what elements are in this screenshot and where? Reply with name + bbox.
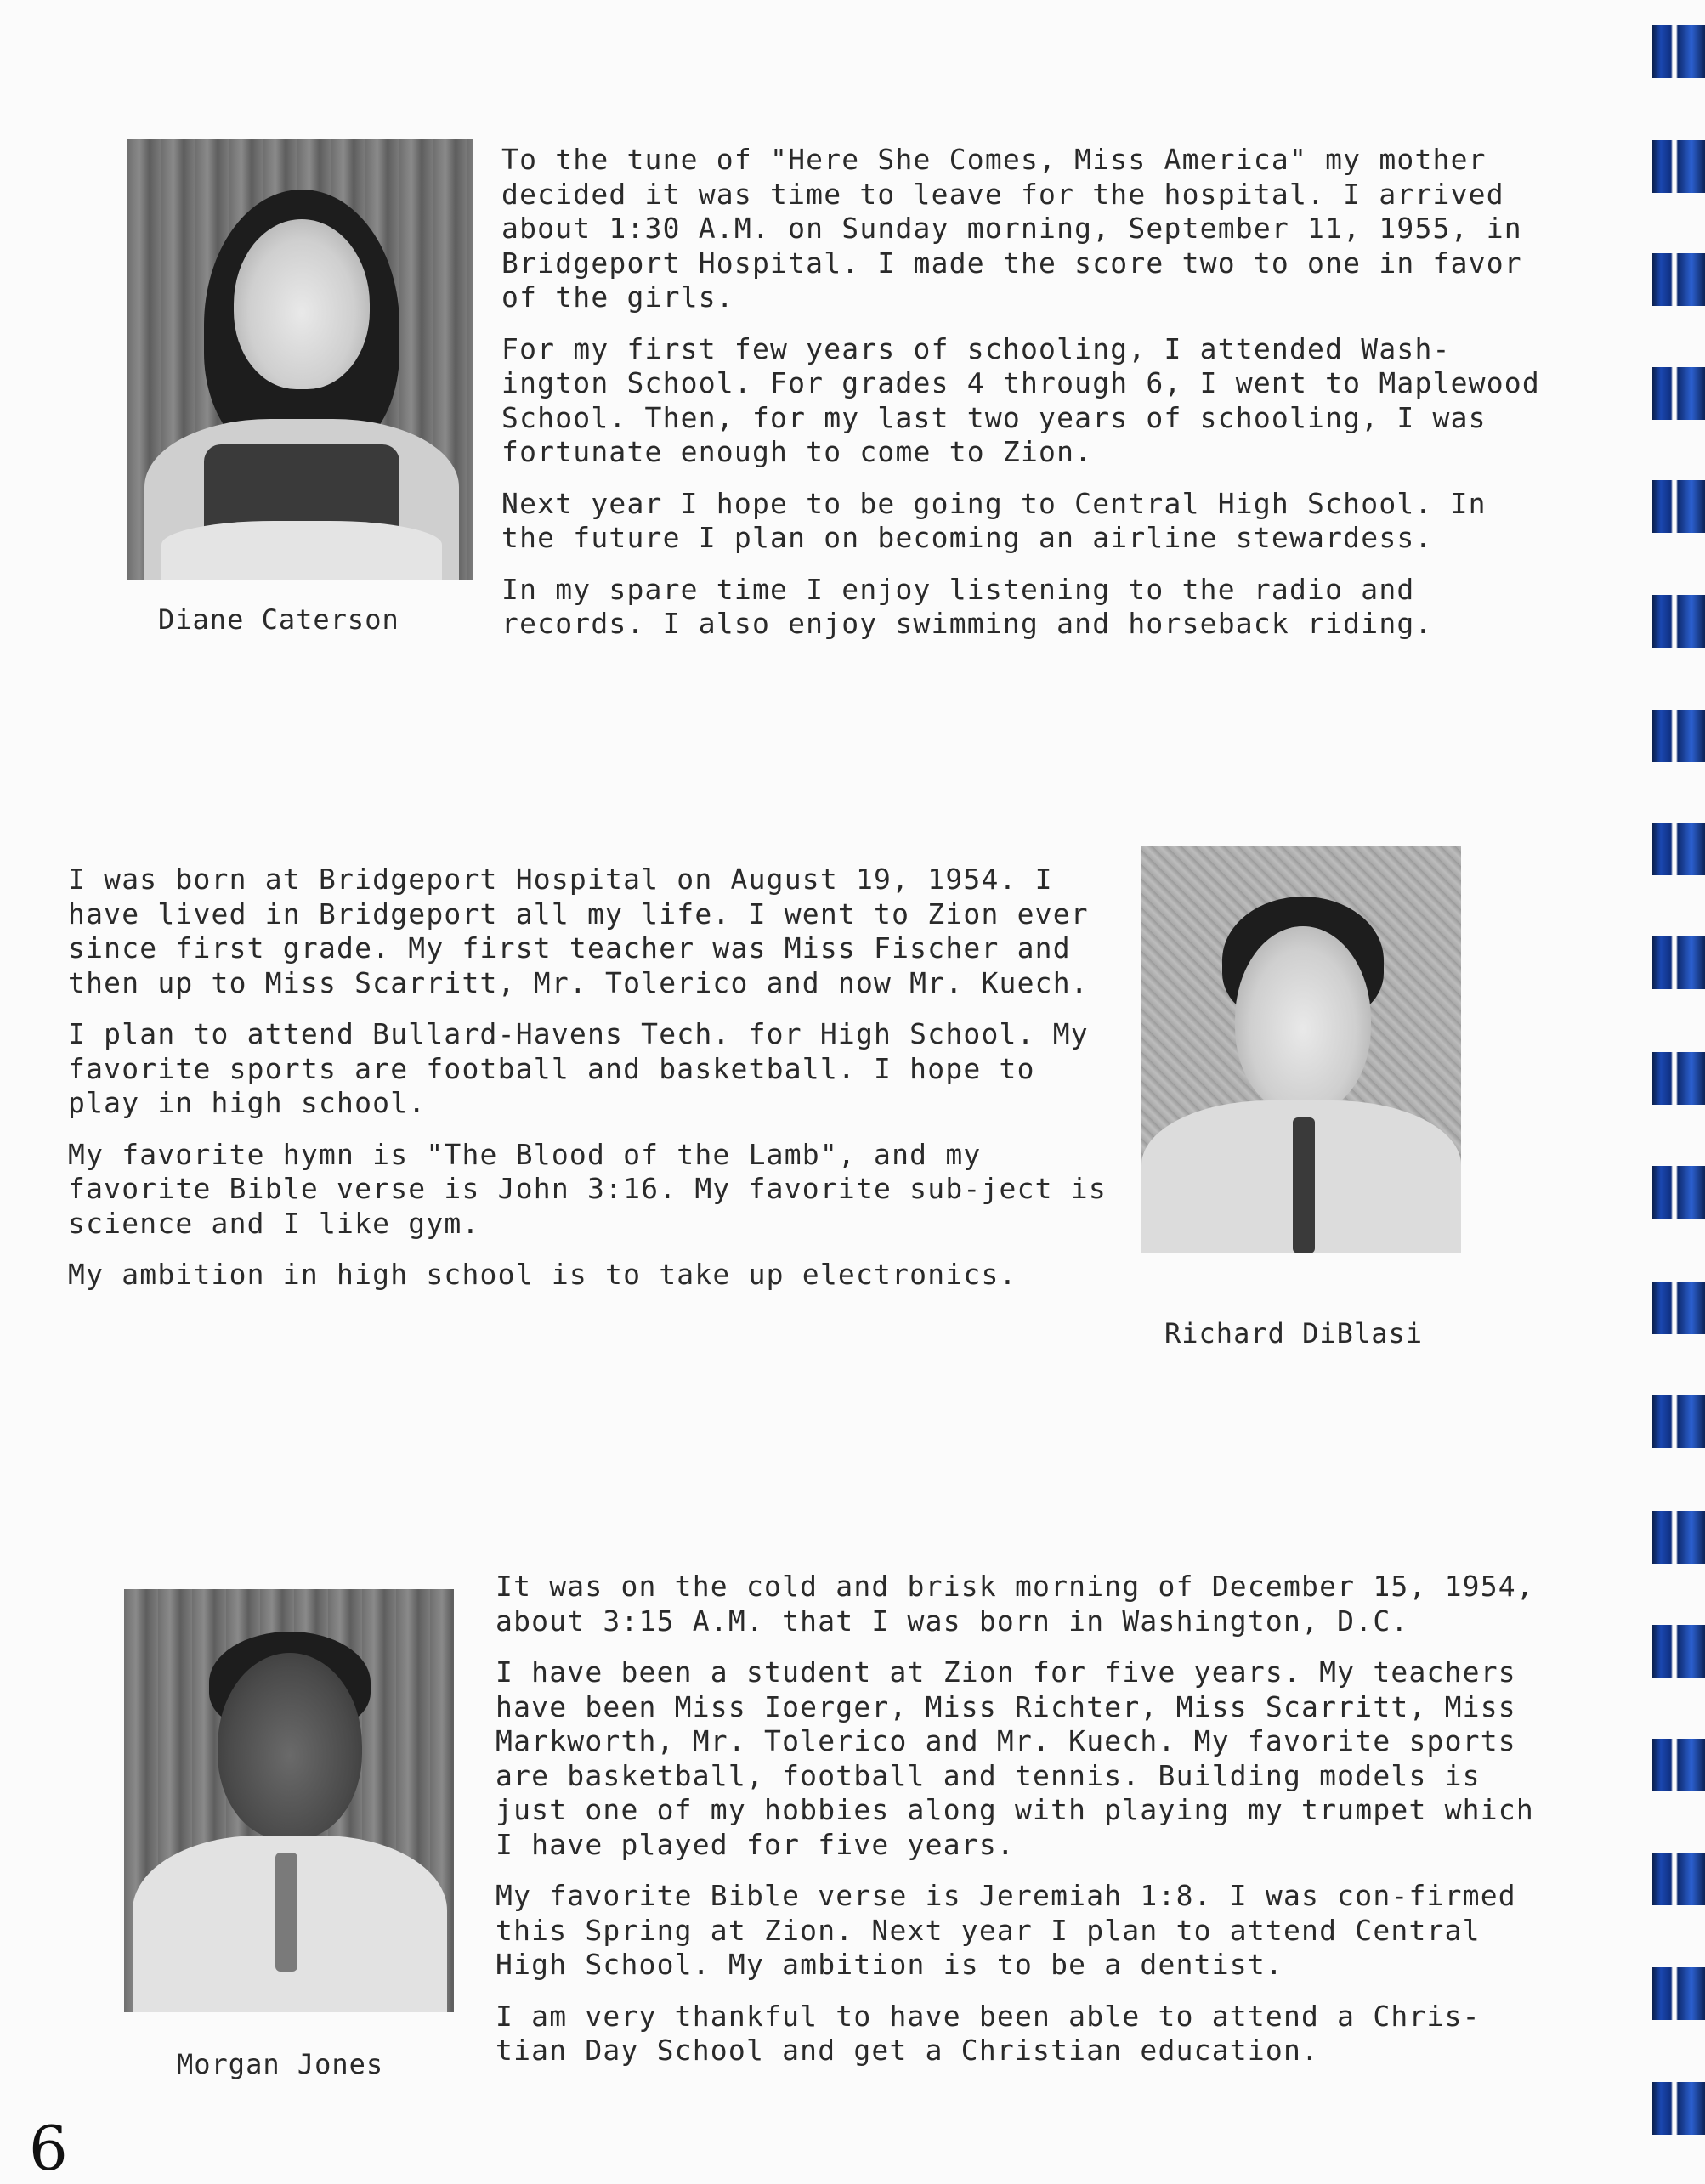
student-bio (501, 143, 1547, 659)
binding-coil (1652, 1395, 1705, 1448)
binding-coil (1652, 1511, 1705, 1564)
bio-paragraph: I plan to attend Bullard-Havens Tech. for High School. My favorite sports are football and basketball. I hope to play in high school. (68, 1017, 1089, 1119)
student-bio (68, 863, 1122, 1310)
bio-paragraph: I have been a student at Zion for five years. My teachers have been Miss Ioerger, Miss Richter, Miss Scarritt, Miss Markworth, Mr. Tolerico and Mr. Kuech. My favorite sports are basketball, football and tennis. Building models is just one of my hobbies along with playing my trumpet which I have played for five years. (496, 1655, 1534, 1861)
bio-paragraph: My favorite hymn is "The Blood of the Lamb", and my favorite Bible verse is John 3:16. My favorite sub-ject is science and I like gym. (68, 1137, 1107, 1240)
binding-coil (1652, 710, 1705, 762)
binding-coil (1652, 1967, 1705, 2020)
binding-coil (1652, 367, 1705, 420)
binding-coil (1652, 936, 1705, 989)
binding-coil (1652, 1625, 1705, 1678)
binding-coil (1652, 140, 1705, 193)
page-number: 6 (29, 2113, 68, 2184)
student-photo-diane (127, 139, 473, 580)
binding-coil (1652, 1282, 1705, 1334)
student-photo-morgan (124, 1589, 454, 2012)
bio-paragraph: My ambition in high school is to take up electronics. (68, 1258, 1017, 1291)
bio-paragraph: I was born at Bridgeport Hospital on August 19, 1954. I have lived in Bridgeport all my life. I went to Zion ever since first grade. My first teacher was Miss Fischer and then up to Miss Scarritt, Mr. Tolerico and now Mr. Kuech. (68, 863, 1089, 999)
student-name-caption: Morgan Jones (177, 2048, 384, 2080)
binding-coil (1652, 253, 1705, 306)
bio-paragraph: It was on the cold and brisk morning of December 15, 1954, about 3:15 A.M. that I was born in Washington, D.C. (496, 1570, 1534, 1638)
binding-coil (1652, 25, 1705, 78)
bio-paragraph: To the tune of "Here She Comes, Miss America" my mother decided it was time to leave for the hospital. I arrived about 1:30 A.M. on Sunday morning, September 11, 1955, in Bridgeport Hospital. I made the score two to one in favor of the girls. (501, 143, 1522, 314)
binding-coil (1652, 1052, 1705, 1105)
spiral-binding (1646, 0, 1705, 2176)
binding-coil (1652, 595, 1705, 648)
bio-paragraph: For my first few years of schooling, I attended Wash-ington School. For grades 4 through 6, I went to Maplewood School. Then, for my last two years of schooling, I was fortunate enough to come to Zion. (501, 331, 1540, 468)
bio-paragraph: My favorite Bible verse is Jeremiah 1:8. I was con-firmed this Spring at Zion. Next year I plan to attend Central High School. My ambition is to be a dentist. (496, 1879, 1516, 1981)
binding-coil (1652, 1853, 1705, 1905)
student-name-caption: Richard DiBlasi (1164, 1317, 1423, 1349)
bio-paragraph: I am very thankful to have been able to attend a Chris-tian Day School and get a Christian education. (496, 1999, 1481, 2067)
binding-coil (1652, 1166, 1705, 1219)
student-photo-richard (1141, 846, 1461, 1253)
binding-coil (1652, 480, 1705, 533)
binding-coil (1652, 2082, 1705, 2135)
bio-paragraph: Next year I hope to be going to Central High School. In the future I plan on becoming an airline stewardess. (501, 486, 1487, 554)
student-name-caption: Diane Caterson (158, 603, 399, 636)
bio-paragraph: In my spare time I enjoy listening to the radio and records. I also enjoy swimming and horseback riding. (501, 572, 1433, 640)
binding-coil (1652, 1739, 1705, 1791)
student-bio (496, 1570, 1549, 2085)
binding-coil (1652, 823, 1705, 875)
